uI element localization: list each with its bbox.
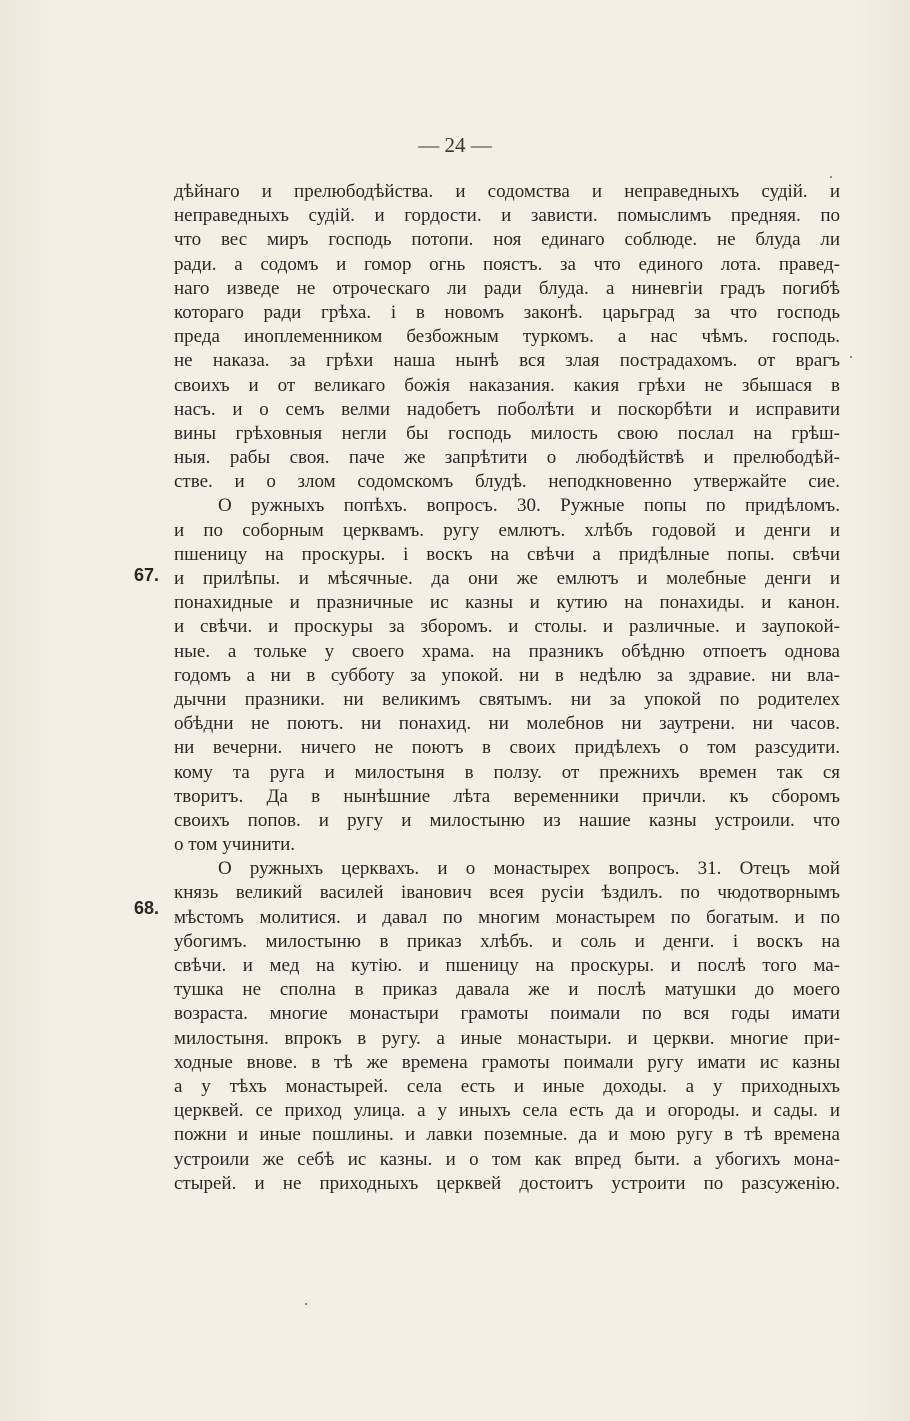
text-line: свѣчи. и мед на кутію. и пшеницу на проскуры. и послѣ того ма- (174, 955, 840, 976)
text-line: насъ. и о семъ велми надобетъ поболѣти и поскорбѣти и исправити (174, 398, 840, 420)
text-line: вины грѣховныя негли бы господь милость свою послал на грѣш- (174, 422, 840, 444)
text-line: дычни празники. ни великимъ святымъ. ни за упокой по родителех (174, 688, 840, 710)
text-line: о том учинити. (174, 834, 295, 856)
text-line: устроили же себѣ ис казны. и о том как впред быти. а убогихъ мона- (174, 1148, 840, 1170)
paragraph-3 (174, 857, 840, 1196)
text-line: и свѣчи. и проскуры за зборомъ. и столы. и различные. и заупокой- (174, 616, 840, 638)
text-line: и прилѣпы. и мѣсячные. да они же емлютъ и молебные денги и (174, 568, 840, 589)
text-line: неправедныхъ судій. и гордости. и зависти. помыслимъ предняя. по (174, 205, 840, 227)
text-line: ради. а содомъ и гомор огнь поястъ. за что единого лота. правед- (174, 253, 840, 275)
paper-speck (305, 1303, 307, 1305)
text-line: и по соборным церквамъ. ругу емлютъ. хлѣбъ годовой и денги и (174, 519, 840, 541)
page-number: — 24 — (418, 133, 492, 157)
text-line: котораго ради грѣха. і в новомъ законѣ. царьград за что господь (174, 301, 840, 323)
text-line: понахидные и празничные ис казны и кутию на понахиды. и канон. (174, 592, 840, 614)
text-line: ные. а тольке у своего храма. на празникъ обѣдню отпоетъ однова (174, 640, 840, 662)
text-line: князь великий василей іванович всея русіи ѣздилъ. по чюдотворнымъ (174, 882, 840, 904)
paper-speck (830, 176, 832, 178)
paragraph-1 (174, 180, 840, 494)
text-line: кому та руга и милостыня в ползу. от прежнихъ времен так ся (174, 761, 840, 783)
paper-speck (850, 356, 852, 358)
margin-number: 67. (134, 565, 160, 585)
text-line: мѣстомъ молитися. и давал по многим монастырем по богатым. и по (174, 906, 840, 928)
text-line: пожни и иные пошлины. и лавки поземные. да и мою ругу в тѣ времена (174, 1124, 840, 1146)
text-line: ни вечерни. ничего не поютъ в своих придѣлехъ о том разсудити. (174, 737, 840, 759)
text-line: милостыня. впрокъ в ругу. а иные монастыри. и церкви. многие при- (174, 1027, 840, 1049)
text-line: ныя. рабы своя. паче же запрѣтити о любодѣйствѣ и прелюбодѣй- (174, 447, 840, 469)
text-line: пшеницу на проскуры. і воскъ на свѣчи а придѣлные попы. свѣчи (174, 543, 840, 565)
text-line: преда иноплеменником безбожным туркомъ. а нас чѣмъ. господь. (174, 326, 840, 348)
text-line: обѣдни не поютъ. ни понахид. ни молебнов ни заутрени. ни часов. (174, 713, 840, 735)
text-line: возраста. многие монастыри грамоты поимали по вся годы имати (174, 1003, 840, 1025)
text-line: творитъ. Да в нынѣшние лѣта веременники причли. къ сборомъ (174, 785, 840, 807)
text-line: что вес миръ господь потопи. ноя единаго соблюде. не блуда ли (174, 229, 840, 251)
text-line: а у тѣхъ монастырей. села есть и иные доходы. а у приходныхъ (174, 1075, 840, 1097)
text-line: О ружныхъ церквахъ. и о монастырех вопросъ. 31. Отецъ мой (218, 858, 840, 880)
text-line: дѣйнаго и прелюбодѣйства. и содомства и неправедныхъ судій. и (174, 181, 840, 202)
text-body (174, 180, 840, 1196)
text-line: не наказа. за грѣхи наша нынѣ вся злая пострадахомъ. от врагъ (174, 350, 840, 372)
text-line: стве. и о злом содомскомъ блудѣ. неподкновенно утвержайте сие. (174, 471, 840, 493)
text-line: стырей. и не приходныхъ церквей достоитъ устроити по разсуженію. (174, 1172, 840, 1194)
text-line: своихъ попов. и ругу и милостыню из нашие казны устроили. что (174, 809, 840, 831)
margin-number: 68. (134, 898, 160, 918)
text-line: тушка не сполна в приказ давала же и послѣ матушки до моего (174, 979, 840, 1001)
text-line: годомъ а ни в субботу за упокой. ни в недѣлю за здравие. ни вла- (174, 664, 840, 686)
text-line: церквей. се приход улица. а у иныхъ села есть да и огороды. и сады. и (174, 1100, 840, 1122)
text-line: своихъ и от великаго божія наказания. какия грѣхи не збышася в (174, 374, 840, 396)
paragraph-2 (174, 494, 840, 857)
text-line: убогимъ. милостыню в приказ хлѣбъ. и соль и денги. і воскъ на (174, 930, 840, 952)
text-line: О ружныхъ попѣхъ. вопросъ. 30. Ружные попы по придѣломъ. (218, 495, 840, 517)
text-line: наго изведе не отроческаго ли ради блуда. а ниневгіи градъ погибѣ (174, 277, 840, 299)
text-line: ходные внове. в тѣ же времена грамоты поимали ругу имати ис казны (174, 1051, 840, 1073)
